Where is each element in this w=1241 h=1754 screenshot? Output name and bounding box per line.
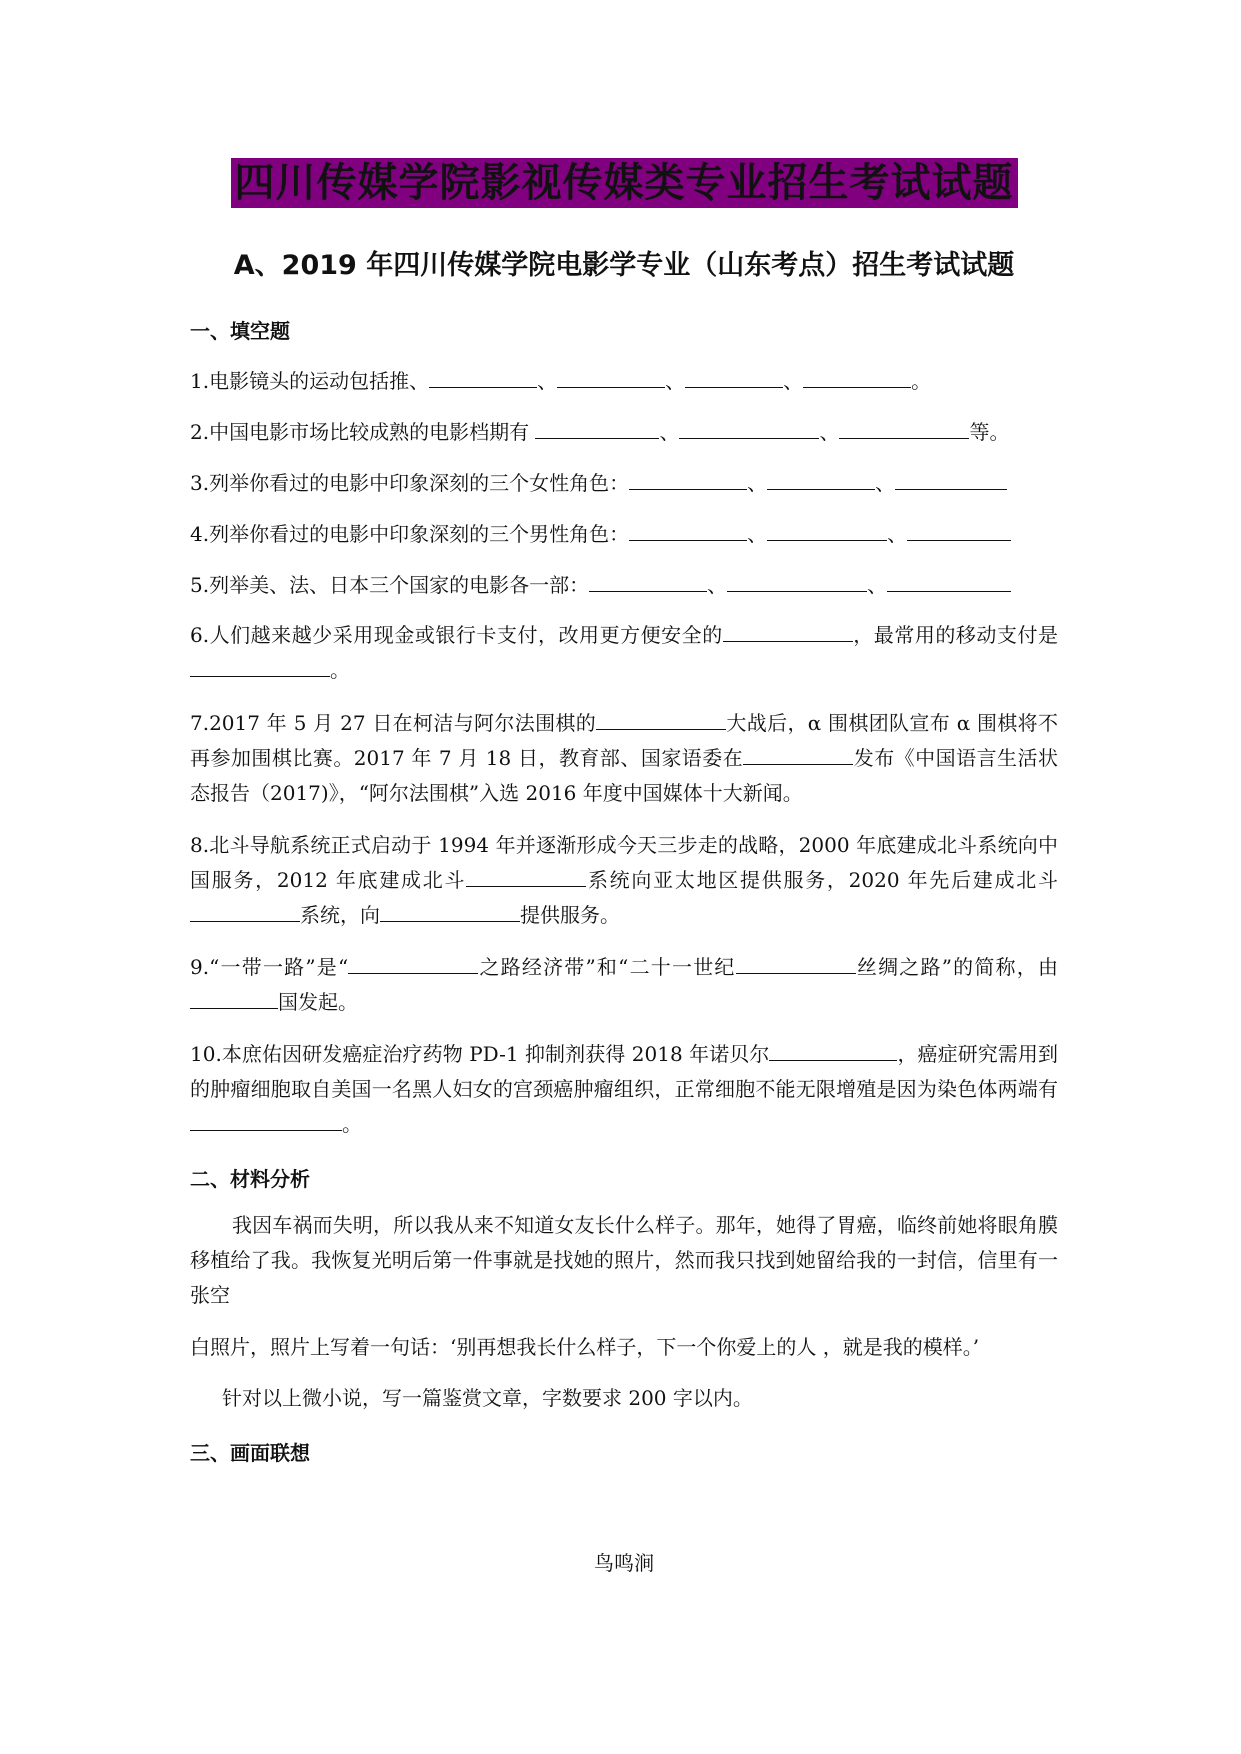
question-text: 7.2017 年 5 月 27 日在柯洁与阿尔法围棋的 <box>190 711 597 735</box>
question-text: ，癌症研究需用到的肿瘤细胞取自美国一名黑人妇女的宫颈癌肿瘤组织，正常细胞不能无限增殖是因为染色体两端有 <box>190 1042 1058 1101</box>
answer-blank[interactable] <box>190 986 278 1009</box>
material-paragraph-1: 我因车祸而失明，所以我从来不知道女友长什么样子。那年，她得了胃癌，临终前她将眼角膜移植给了我。我恢复光明后第一件事就是找她的照片，然而我只找到她留给我的一封信，信里有一张空 <box>190 1213 1058 1307</box>
question-text: 10.本庶佑因研发癌症治疗药物 PD-1 抑制剂获得 2018 年诺贝尔 <box>190 1042 770 1066</box>
main-title: 四川传媒学院影视传媒类专业招生考试试题 <box>231 158 1018 208</box>
answer-blank[interactable] <box>466 864 586 887</box>
answer-blank[interactable] <box>380 899 520 922</box>
page-footer: 鸟鸣涧 <box>594 1551 654 1575</box>
separator: 、 <box>747 471 768 495</box>
question-6 <box>190 618 1058 688</box>
answer-blank[interactable] <box>190 899 300 922</box>
separator: 、 <box>783 369 804 393</box>
question-9 <box>190 950 1058 1020</box>
answer-blank[interactable] <box>190 1108 342 1131</box>
separator: 、 <box>659 420 680 444</box>
punctuation: 等。 <box>969 420 1010 444</box>
question-3 <box>190 466 1058 501</box>
separator: 、 <box>665 369 686 393</box>
answer-blank[interactable] <box>723 619 853 642</box>
separator: 、 <box>867 573 888 597</box>
answer-blank[interactable] <box>629 518 747 541</box>
separator: 、 <box>875 471 896 495</box>
question-text: 之路经济带”和“二十一世纪 <box>478 955 736 979</box>
question-text: 6.人们越来越少采用现金或银行卡支付，改用更方便安全的 <box>190 623 723 647</box>
answer-blank[interactable] <box>803 365 911 388</box>
question-text: 系统向亚太地区提供服务，2020 年先后建成北斗 <box>586 868 1058 892</box>
answer-blank[interactable] <box>736 951 856 974</box>
answer-blank[interactable] <box>769 1038 897 1061</box>
answer-blank[interactable] <box>887 569 1011 592</box>
question-text: 1.电影镜头的运动包括推、 <box>190 369 430 393</box>
separator: 、 <box>537 369 558 393</box>
question-text: 9.“一带一路”是“ <box>190 955 349 979</box>
answer-blank[interactable] <box>596 707 726 730</box>
section-heading-fill-blank: 一、填空题 <box>190 319 290 343</box>
question-text: 大战后，α 围棋团队宣布 α 围棋将不再参加围棋比赛。2017 年 7 月 18 日，教育部、国家语委在 <box>190 711 1058 770</box>
answer-blank[interactable] <box>839 416 969 439</box>
answer-blank[interactable] <box>895 467 1007 490</box>
question-10 <box>190 1037 1058 1142</box>
question-text: 2.中国电影市场比较成熟的电影档期有 <box>190 420 536 444</box>
question-text: 8.北斗导航系统正式启动于 1994 年并逐渐形成今天三步走的战略，2000 年底建成北斗系统向中国服务，2012 年底建成北斗 <box>190 833 1058 892</box>
question-text: 3.列举你看过的电影中印象深刻的三个女性角色： <box>190 471 630 495</box>
answer-blank[interactable] <box>727 569 867 592</box>
main-title-wrap <box>190 158 1058 208</box>
punctuation: 。 <box>342 1112 362 1136</box>
question-text: 系统，向 <box>300 903 380 927</box>
answer-blank[interactable] <box>685 365 783 388</box>
answer-blank[interactable] <box>629 467 747 490</box>
question-text: 4.列举你看过的电影中印象深刻的三个男性角色： <box>190 522 630 546</box>
material-instruction: 针对以上微小说，写一篇鉴赏文章，字数要求 200 字以内。 <box>222 1386 753 1410</box>
question-7 <box>190 706 1058 811</box>
separator: 、 <box>707 573 728 597</box>
answer-blank[interactable] <box>348 951 478 974</box>
question-text: 5.列举美、法、日本三个国家的电影各一部： <box>190 573 590 597</box>
question-2 <box>190 415 1058 450</box>
question-text: ，最常用的移动支付是 <box>852 623 1059 647</box>
answer-blank[interactable] <box>589 569 707 592</box>
answer-blank[interactable] <box>557 365 665 388</box>
question-text: 国发起。 <box>278 990 358 1014</box>
answer-blank[interactable] <box>679 416 819 439</box>
punctuation: 。 <box>911 369 932 393</box>
question-text: 提供服务。 <box>520 903 620 927</box>
answer-blank[interactable] <box>190 654 330 677</box>
answer-blank[interactable] <box>429 365 537 388</box>
separator: 、 <box>887 522 908 546</box>
question-8 <box>190 828 1058 933</box>
sub-title: A、2019 年四川传媒学院电影学专业（山东考点）招生考试试题 <box>233 250 1015 281</box>
answer-blank[interactable] <box>767 467 875 490</box>
separator: 、 <box>747 522 768 546</box>
question-1 <box>190 364 1058 399</box>
answer-blank[interactable] <box>907 518 1011 541</box>
punctuation: 。 <box>330 658 350 682</box>
separator: 、 <box>819 420 840 444</box>
section-heading-picture: 三、画面联想 <box>190 1441 310 1465</box>
answer-blank[interactable] <box>767 518 887 541</box>
answer-blank[interactable] <box>743 742 853 765</box>
answer-blank[interactable] <box>535 416 659 439</box>
question-text: 丝绸之路”的简称，由 <box>855 955 1058 979</box>
material-paragraph-2: 白照片，照片上写着一句话：‘别再想我长什么样子，下一个你爱上的人 ，就是我的模样。’ <box>190 1335 980 1359</box>
section-heading-material: 二、材料分析 <box>190 1167 310 1191</box>
question-5 <box>190 568 1058 603</box>
question-text: 发布《中国语言生活状态报告（2017)》，“阿尔法围棋”入选 2016 年度中国媒体十大新闻。 <box>190 746 1059 805</box>
question-4 <box>190 517 1058 552</box>
